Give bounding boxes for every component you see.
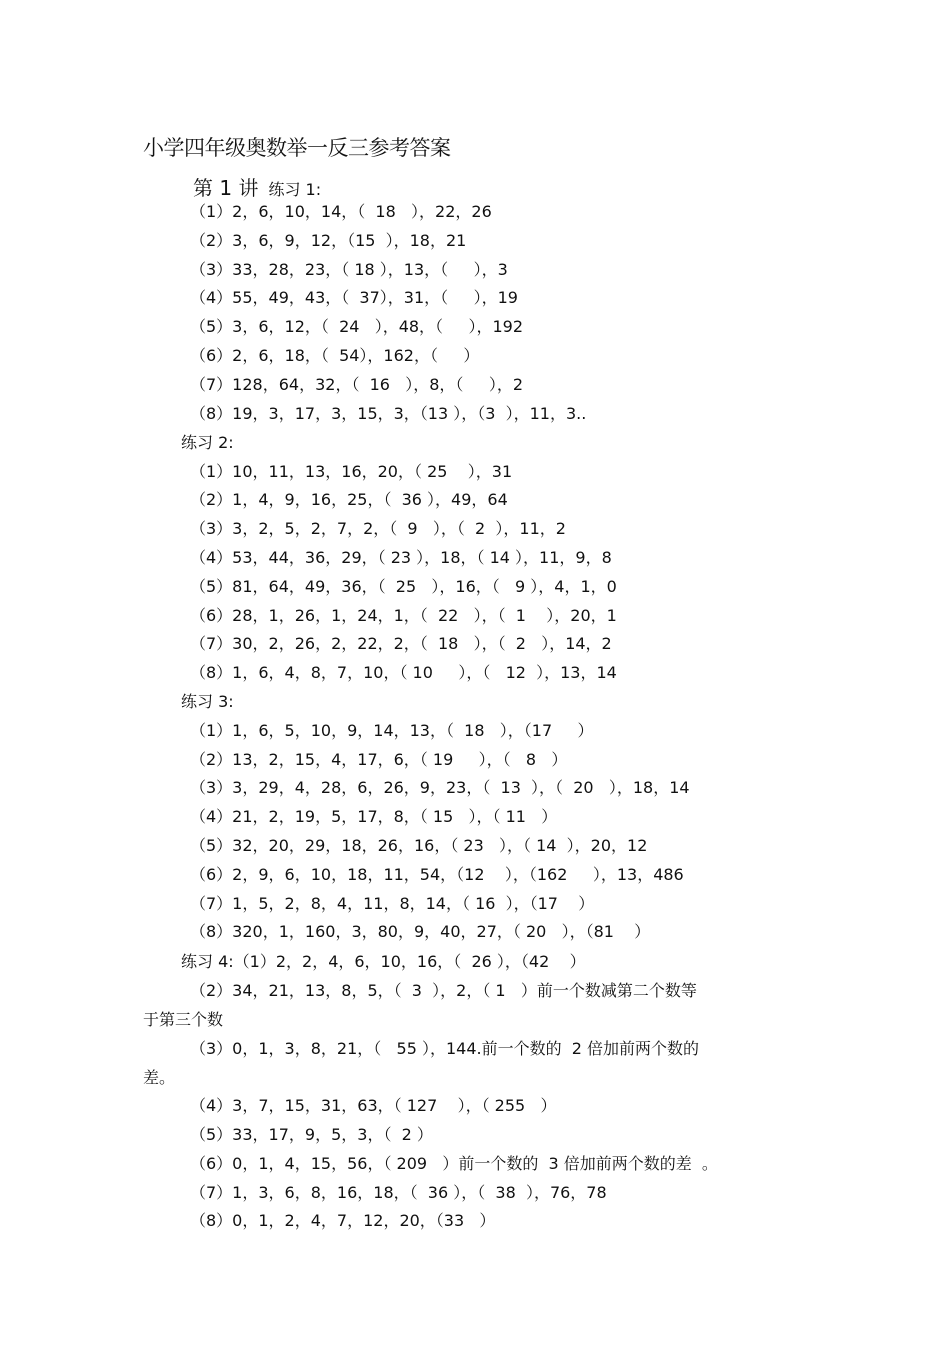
answer-line: （7）1，3，6，8，16，18，（ 36 ），（ 38 ），76，78 xyxy=(190,1183,607,1202)
practice-1-heading: 练习 1: xyxy=(268,180,322,199)
answer-line: （4）55，49，43，（ 37），31，（ ），19 xyxy=(190,288,518,307)
answer-line: （2）1，4，9，16，25，（ 36 ），49，64 xyxy=(190,490,508,509)
answer-line: （5）33，17，9，5，3，（ 2 ） xyxy=(190,1125,433,1144)
answer-line: （3）3，29，4，28，6，26，9，23，（ 13 ），（ 20 ），18，14 xyxy=(190,778,690,797)
answer-line: （2）13，2，15，4，17，6，（ 19 ），（ 8 ） xyxy=(190,750,568,769)
answer-line: （1）1，6，5，10，9，14，13，（ 18 ），（17 ） xyxy=(190,721,594,740)
answer-line: （2）34，21，13，8，5，（ 3 ），2，（ 1 ）前一个数减第二个数等 xyxy=(190,981,697,1000)
answer-line: （3）33，28，23，（ 18 ），13，（ ），3 xyxy=(190,260,508,279)
lecture-heading xyxy=(193,172,321,201)
answer-line: （3）0，1，3，8，21，（ 55 ），144.前一个数的 2 倍加前两个数的 xyxy=(190,1039,700,1058)
answer-line: （7）128，64，32，（ 16 ），8，（ ），2 xyxy=(190,375,524,394)
answer-line: （2）3，6，9，12，（15 ），18，21 xyxy=(190,231,467,250)
answer-line: （3）3，2，5，2，7，2，（ 9 ），（ 2 ），11，2 xyxy=(190,519,566,538)
answer-line: （8）1，6，4，8，7，10，（ 10 ），（ 12 ），13，14 xyxy=(190,663,617,682)
answer-line: （5）3，6，12，（ 24 ），48，（ ），192 xyxy=(190,317,524,336)
practice-heading: 练习 4:（1）2，2，4，6，10，16，（ 26 ），（42 ） xyxy=(181,952,586,971)
practice-heading: 练习 2: xyxy=(181,433,234,452)
answer-line: （7）1，5，2，8，4，11，8，14，（ 16 ），（17 ） xyxy=(190,894,595,913)
answer-line: （7）30，2，26，2，22，2，（ 18 ），（ 2 ），14，2 xyxy=(190,634,612,653)
answer-line: （5）81，64，49，36，（ 25 ），16，（ 9 ），4，1，0 xyxy=(190,577,617,596)
lecture-label: 第 1 讲 xyxy=(193,176,259,200)
answer-line: （8）0，1，2，4，7，12，20，（33 ） xyxy=(190,1211,496,1230)
answer-line: （1）2，6，10，14，（ 18 ），22，26 xyxy=(190,202,492,221)
answer-line: （1）10，11，13，16，20，（ 25 ），31 xyxy=(190,462,513,481)
answer-line: （6）0，1，4，15，56，（ 209 ）前一个数的 3 倍加前两个数的差 。 xyxy=(190,1154,718,1173)
practice-heading: 练习 3: xyxy=(181,692,234,711)
answer-line: （8）320，1，160，3，80，9，40，27，（ 20 ），（81 ） xyxy=(190,922,651,941)
answer-continuation: 差。 xyxy=(143,1068,176,1087)
answer-line: （4）21，2，19，5，17，8，（ 15 ），（ 11 ） xyxy=(190,807,558,826)
answer-line: （4）3，7，15，31，63，（ 127 ），（ 255 ） xyxy=(190,1096,557,1115)
answer-line: （6）28，1，26，1，24，1，（ 22 ），（ 1 ），20，1 xyxy=(190,606,617,625)
answer-line: （4）53，44，36，29，（ 23 ），18，（ 14 ），11，9，8 xyxy=(190,548,612,567)
answer-line: （6）2，9，6，10，18，11，54，（12 ），（162 ），13，486 xyxy=(190,865,684,884)
answer-continuation: 于第三个数 xyxy=(143,1010,224,1029)
answer-line: （6）2，6，18，（ 54），162，（ ） xyxy=(190,346,480,365)
document-title: 小学四年级奥数举一反三参考答案 xyxy=(143,136,451,160)
answer-line: （8）19，3，17，3，15，3，（13 ），（3 ），11，3.. xyxy=(190,404,587,423)
answer-line: （5）32，20，29，18，26，16，（ 23 ），（ 14 ），20，12 xyxy=(190,836,648,855)
